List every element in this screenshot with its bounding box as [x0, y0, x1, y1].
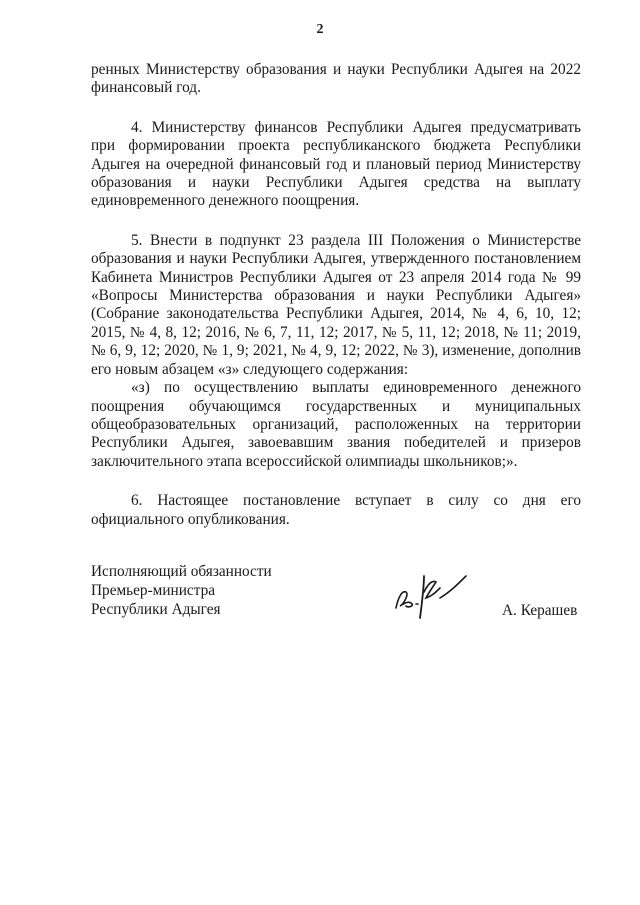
signatory-title-line: Республики Адыгея [91, 601, 221, 618]
signatory-title-line: Исполняющий обязанности [91, 563, 272, 580]
paragraph-continuation: ренных Министерству образования и науки Республики Адыгея на 2022 финансовый год. [91, 61, 581, 97]
paragraph-6: 6. Настоящее постановление вступает в силу со дня его официального опубликования. [91, 492, 581, 528]
signatory-name: А. Керашев [502, 602, 578, 619]
signatory-title-line: Премьер-министра [91, 582, 216, 599]
paragraph-5: 5. Внести в подпункт 23 раздела III Положения о Министерстве образования и науки Республики Адыгея, утвержденного постановлением Кабинета Министров Республики Адыгея от 23 апреля 2014 года № 99 «Вопросы Министерства образования и науки Республики Адыгея» (Собрание законодательства Республики Адыгея, 2014, № 4, 6, 10, 12; 2015, № 4, 8, 12; 2016, № 6, 7, 11, 12; 2017, № 5, 11, 12; 2018, № 11; 2019, № 6, 9, 12; 2020, № 1, 9; 2021, № 4, 9, 12; 2022, № 3), изменение, дополнив его новым абзацем «з» следующего содержания: [91, 231, 581, 378]
paragraph-4: 4. Министерству финансов Республики Адыгея предусматривать при формировании проекта республиканского бюджета Республики Адыгея на очередной финансовый год и плановый период Министерству образования и науки Республики Адыгея средства на выплату единовременного денежного поощрения. [91, 118, 581, 210]
page-number: 2 [316, 22, 324, 37]
document-body [91, 61, 581, 529]
handwritten-signature [392, 568, 470, 622]
signatory-title [91, 562, 272, 619]
paragraph-5-quote: «з) по осуществлению выплаты единовременного денежного поощрения обучающимся государственных и муниципальных общеобразовательных организаций, расположенных на территории Республики Адыгея, завоевавшим звания победителей и призеров заключительного этапа всероссийской олимпиады школьников;». [91, 379, 581, 470]
